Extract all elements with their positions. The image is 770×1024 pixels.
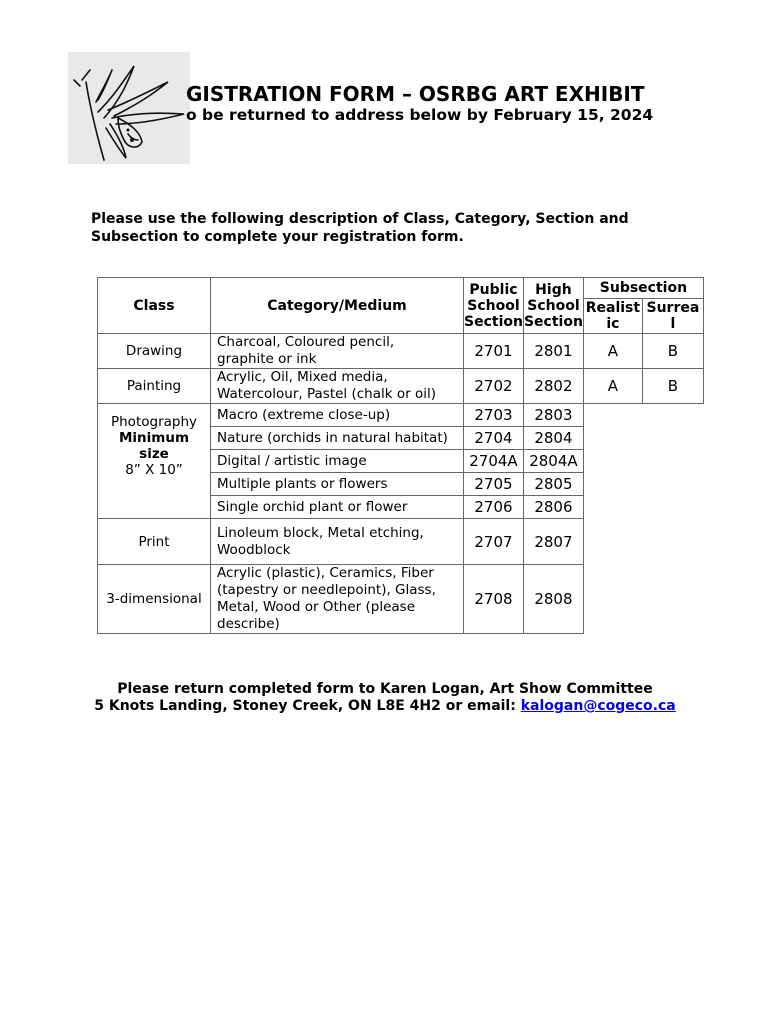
surreal-cell: B (642, 369, 703, 404)
table-row-3-dimensional (98, 565, 704, 634)
public-code-cell: 2704A (464, 450, 524, 473)
table-row-drawing (98, 334, 704, 369)
class-cell: Print (98, 519, 211, 565)
category-cell: Charcoal, Coloured pencil, graphite or ink (211, 334, 464, 369)
category-cell: Multiple plants or flowers (211, 473, 464, 496)
public-code-cell: 2701 (464, 334, 524, 369)
category-cell: Acrylic (plastic), Ceramics, Fiber (tapestry or needlepoint), Glass, Metal, Wood or Other (please describe) (211, 565, 464, 634)
high-code-cell: 2802 (523, 369, 583, 404)
intro-line-2: Subsection to complete your registration form. (91, 229, 464, 245)
header-high-school: High School Section (523, 278, 583, 334)
table-row-painting (98, 369, 704, 404)
page-title: GISTRATION FORM – OSRBG ART EXHIBIT (186, 82, 645, 106)
header-subsection: Subsection (583, 278, 703, 299)
class-cell-photography: Photography Minimum size 8” X 10” (98, 404, 211, 519)
public-code-cell: 2708 (464, 565, 524, 634)
category-cell: Macro (extreme close-up) (211, 404, 464, 427)
realistic-cell: A (583, 334, 642, 369)
high-code-cell: 2801 (523, 334, 583, 369)
header-public-school: Public School Section (464, 278, 524, 334)
realistic-cell: A (583, 369, 642, 404)
category-cell: Single orchid plant or flower (211, 496, 464, 519)
header-realistic: Realist ic (583, 299, 642, 334)
intro-line-1: Please use the following description of Class, Category, Section and (91, 211, 629, 227)
return-instructions (0, 681, 770, 715)
category-cell: Nature (orchids in natural habitat) (211, 427, 464, 450)
high-code-cell: 2803 (523, 404, 583, 427)
class-category-table (97, 277, 704, 634)
category-cell: Acrylic, Oil, Mixed media, Watercolour, Pastel (chalk or oil) (211, 369, 464, 404)
public-code-cell: 2707 (464, 519, 524, 565)
category-cell: Digital / artistic image (211, 450, 464, 473)
category-cell: Linoleum block, Metal etching, Woodblock (211, 519, 464, 565)
page-subtitle: o be returned to address below by February 15, 2024 (186, 106, 654, 124)
high-code-cell: 2807 (523, 519, 583, 565)
table-header-row (98, 278, 704, 299)
public-code-cell: 2705 (464, 473, 524, 496)
class-cell: 3-dimensional (98, 565, 211, 634)
table-row-photography (98, 404, 704, 427)
high-code-cell: 2804 (523, 427, 583, 450)
high-code-cell: 2805 (523, 473, 583, 496)
public-code-cell: 2706 (464, 496, 524, 519)
header-class: Class (98, 278, 211, 334)
header (0, 82, 770, 142)
public-code-cell: 2702 (464, 369, 524, 404)
public-code-cell: 2704 (464, 427, 524, 450)
public-code-cell: 2703 (464, 404, 524, 427)
email-link[interactable]: kalogan@cogeco.ca (520, 698, 676, 714)
class-cell: Painting (98, 369, 211, 404)
header-surreal: Surrea l (642, 299, 703, 334)
footer-line-2: 5 Knots Landing, Stoney Creek, ON L8E 4H2 or email: kalogan@cogeco.ca (94, 698, 676, 714)
intro-text (91, 210, 651, 246)
table-row-print (98, 519, 704, 565)
surreal-cell: B (642, 334, 703, 369)
class-cell: Drawing (98, 334, 211, 369)
footer-line-1: Please return completed form to Karen Logan, Art Show Committee (117, 681, 653, 697)
high-code-cell: 2804A (523, 450, 583, 473)
high-code-cell: 2806 (523, 496, 583, 519)
high-code-cell: 2808 (523, 565, 583, 634)
header-category: Category/Medium (211, 278, 464, 334)
